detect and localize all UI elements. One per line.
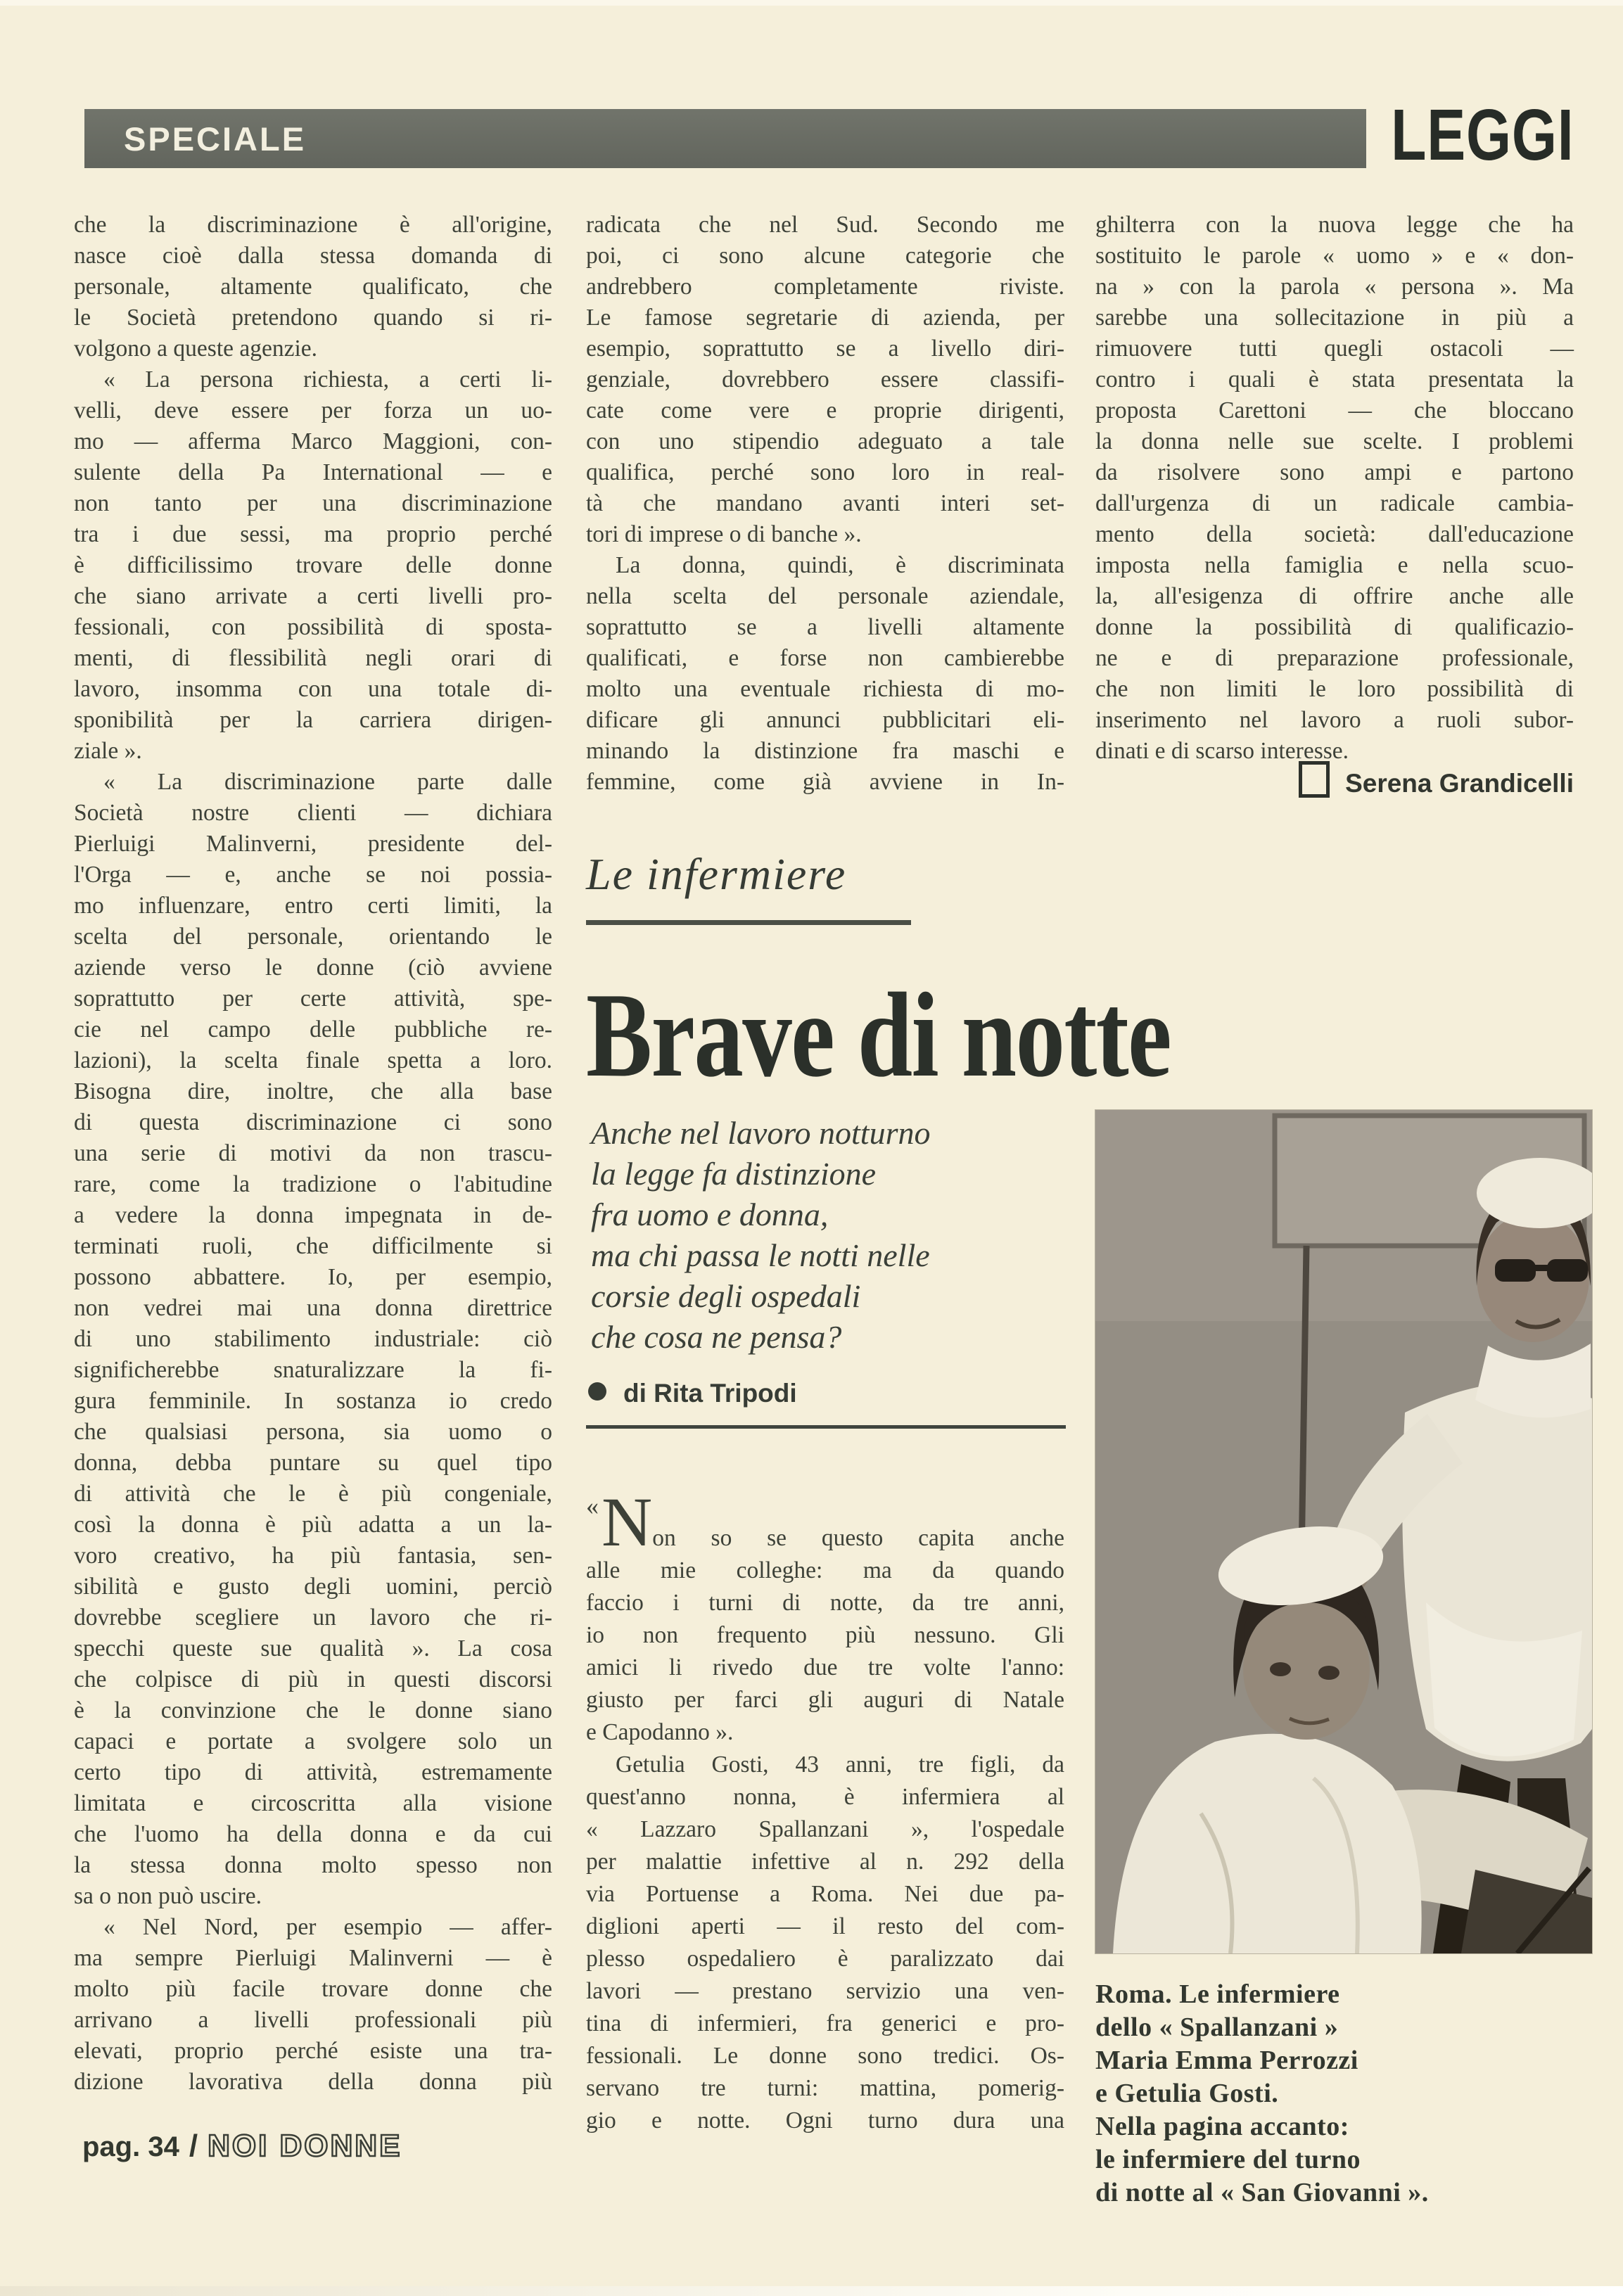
text-line: capaci e portate a svolgere solo un: [74, 1728, 552, 1754]
text-line: cate come vere e proprie dirigenti,: [586, 397, 1064, 423]
text-line: molto più facile trovare donne che: [74, 1976, 552, 2002]
text-line: nasce cioè dalla stessa domanda di: [74, 243, 552, 269]
text-line: limitata e circoscritta alla visione: [74, 1790, 552, 1816]
text-line: a vedere la donna impegnata in de-: [74, 1202, 552, 1228]
text-line: imposta nella famiglia e nella scuo-: [1095, 552, 1574, 578]
text-line: gio e notte. Ogni turno dura una: [586, 2107, 1064, 2134]
text-line: genziale, dovrebbero essere classifi-: [586, 366, 1064, 393]
text-line: voro creativo, ha più fantasia, sen-: [74, 1543, 552, 1569]
byline: [588, 1379, 797, 1408]
text-line: la, all'esigenza di offrire anche alle: [1095, 583, 1574, 609]
text-line: menti, di flessibilità negli orari di: [74, 645, 552, 671]
text-line: nella scelta del personale aziendale,: [586, 583, 1064, 609]
text-line: giusto per farci gli auguri di Natale: [586, 1687, 1064, 1713]
article-body: [586, 1446, 1064, 2137]
text-line: poi, ci sono alcune categorie che: [586, 243, 1064, 269]
text-line: mento della società: dall'educazione: [1095, 521, 1574, 547]
text-line: non tanto per una discriminazione: [74, 490, 552, 516]
text-line: personale, altamente qualificato, che: [74, 274, 552, 300]
text-line: le Società pretendono quando si ri-: [74, 305, 552, 331]
text-line: qualifica, perché sono loro in real-: [586, 459, 1064, 485]
text-line: sulente della Pa International — e: [74, 459, 552, 485]
text-line: sa o non può uscire.: [74, 1883, 262, 1909]
byline-name: di Rita Tripodi: [623, 1379, 797, 1408]
nurses-photo-illustration: [1095, 1110, 1592, 1953]
kicker-rule: [586, 920, 911, 925]
header-bar: [84, 109, 1366, 168]
text-line: la donna nelle sue scelte. I problemi: [1095, 428, 1574, 454]
text-line: Anche nel lavoro notturno: [591, 1115, 931, 1151]
text-line: servano tre turni: mattina, pomerig-: [586, 2075, 1064, 2101]
text-line: ghilterra con la nuova legge che ha: [1095, 212, 1574, 238]
text-line: elevati, proprio perché esiste una tra-: [74, 2038, 552, 2064]
text-line: dinati e di scarso interesse.: [1095, 738, 1349, 764]
text-line: di uno stabilimento industriale: ciò: [74, 1326, 552, 1352]
text-line: corsie degli ospedali: [591, 1278, 861, 1314]
text-line: diglioni aperti — il resto del com-: [586, 1913, 1064, 1939]
text-line: andrebbero completamente riviste.: [586, 274, 1064, 300]
opening-quote: «: [586, 1492, 602, 1520]
section-title: LEGGI: [1390, 94, 1574, 175]
text-line: sponibilità per la carriera dirigen-: [74, 707, 552, 733]
text-line: da risolvere sono ampi e partono: [1095, 459, 1574, 485]
text-line: tori di imprese o di banche ».: [586, 521, 862, 547]
text-line: che cosa ne pensa?: [591, 1319, 842, 1355]
text-line: fessionali. Le donne sono tredici. Os-: [586, 2043, 1064, 2069]
text-line: velli, deve essere per forza un uo-: [74, 397, 552, 423]
text-line: che la discriminazione è all'origine,: [74, 212, 552, 238]
text-line: che colpisce di più in questi discorsi: [74, 1666, 552, 1692]
text-line: arrivano a livelli professionali più: [74, 2007, 552, 2033]
text-line: minando la distinzione fra maschi e: [586, 738, 1064, 764]
text-line: femmine, come già avviene in In-: [586, 769, 1064, 795]
page-top-edge: [0, 0, 1623, 6]
text-line: di notte al « San Giovanni ».: [1095, 2178, 1429, 2207]
text-line: rare, come la tradizione o l'abitudine: [74, 1171, 552, 1197]
text-line: fessionali, con possibilità di sposta-: [74, 614, 552, 640]
text-line: Getulia Gosti, 43 anni, tre figli, da: [616, 1752, 1064, 1778]
text-line: quest'anno nonna, è infermiera al: [586, 1784, 1064, 1810]
text-line: mo — afferma Marco Maggioni, con-: [74, 428, 552, 454]
text-line: soprattutto per certe attività, spe-: [74, 986, 552, 1012]
page-bottom-edge: [0, 2286, 1623, 2296]
text-line: ziale ».: [74, 738, 142, 764]
text-line: mo influenzare, entro certi limiti, la: [74, 893, 552, 919]
body-first-line: [586, 1483, 1064, 1561]
text-line: lavori — prestano servizio una ven-: [586, 1978, 1064, 2004]
article-headline: Brave di notte: [586, 969, 1171, 1102]
text-line: e Capodanno ».: [586, 1719, 734, 1745]
text-line: per malattie infettive al n. 292 della: [586, 1849, 1064, 1875]
signature-square-icon: [1299, 761, 1330, 798]
text-line: Società nostre clienti — dichiara: [74, 800, 552, 826]
text-line: molto una eventuale richiesta di mo-: [586, 676, 1064, 702]
text-line: qualificati, e forse non cambierebbe: [586, 645, 1064, 671]
text-line: la stessa donna molto spesso non: [74, 1852, 552, 1878]
text-line: specchi queste sue qualità ». La cosa: [74, 1635, 552, 1662]
text-line: tra i due sessi, ma proprio perché: [74, 521, 552, 547]
text-line: una serie di motivi da non trascu-: [74, 1140, 552, 1166]
text-line: sarebbe una sollecitazione in più a: [1095, 305, 1574, 331]
text-line: plesso ospedaliero è paralizzato dai: [586, 1946, 1064, 1972]
page-number: pag. 34: [82, 2131, 179, 2162]
text-line: cie nel campo delle pubbliche re-: [74, 1016, 552, 1042]
text-line: « Nel Nord, per esempio — affer-: [103, 1914, 552, 1940]
text-line: « Lazzaro Spallanzani », l'ospedale: [586, 1816, 1064, 1842]
text-line: Nella pagina accanto:: [1095, 2112, 1349, 2141]
text-line: possono abbattere. Io, per esempio,: [74, 1264, 552, 1290]
text-line: sostituito le parole « uomo » e « don-: [1095, 243, 1574, 269]
text-line: che qualsiasi persona, sia uomo o: [74, 1419, 552, 1445]
text-line: ma chi passa le notti nelle: [591, 1237, 930, 1273]
magazine-logo: NOI DONNE: [208, 2129, 402, 2163]
text-line: rimuovere tutti quegli ostacoli —: [1095, 336, 1574, 362]
text-line: proposta Carettoni — che bloccano: [1095, 397, 1574, 423]
text-line: radicata che nel Sud. Secondo me: [586, 212, 1064, 238]
column-1: [74, 210, 552, 2098]
text-line: Pierluigi Malinverni, presidente del-: [74, 831, 552, 857]
text-line: soprattutto se a livelli altamente: [586, 614, 1064, 640]
text-line: na » con la parola « persona ». Ma: [1095, 274, 1574, 300]
column-3: [1095, 210, 1574, 767]
text-line: « La discriminazione parte dalle: [103, 769, 552, 795]
text-line: dovrebbe scegliere un lavoro che ri-: [74, 1605, 552, 1631]
text-line: con uno stipendio adeguato a tale: [586, 428, 1064, 454]
text-line: esempio, soprattutto se a livello diri-: [586, 336, 1064, 362]
byline-bullet-icon: [588, 1382, 606, 1401]
text-line: e Getulia Gosti.: [1095, 2079, 1279, 2108]
text-line: lavoro, insomma con una totale di-: [74, 676, 552, 702]
text-line: dall'urgenza di un radicale cambia-: [1095, 490, 1574, 516]
text-line: via Portuense a Roma. Nei due pa-: [586, 1881, 1064, 1907]
text-line: alle mie colleghe: ma da quando: [586, 1557, 1064, 1583]
text-line: faccio i turni di notte, da tre anni,: [586, 1590, 1064, 1616]
text-line: dificare gli annunci pubblicitari eli-: [586, 707, 1064, 733]
text-line: La donna, quindi, è discriminata: [616, 552, 1064, 578]
text-line: « La persona richiesta, a certi li-: [103, 366, 552, 393]
text-line: che siano arrivate a certi livelli pro-: [74, 583, 552, 609]
text-line: lazioni), la scelta finale spetta a loro.: [74, 1047, 552, 1073]
signature-name: Serena Grandicelli: [1345, 769, 1574, 798]
text-line: tà che mandano avanti interi set-: [586, 490, 1064, 516]
body-lines: [586, 1555, 1064, 2137]
raised-cap: N: [602, 1483, 653, 1561]
standfirst: [591, 1113, 1055, 1358]
text-line: scelta del personale, orientando le: [74, 924, 552, 950]
page-footer: [82, 2129, 402, 2164]
article-kicker: Le infermiere: [586, 849, 847, 899]
text-line: che non limiti le loro possibilità di: [1095, 676, 1574, 702]
first-line-text: on so se questo capita anche: [652, 1525, 1064, 1551]
text-line: ne e di preparazione professionale,: [1095, 645, 1574, 671]
text-line: ma sempre Pierluigi Malinverni — è: [74, 1945, 552, 1971]
text-line: tina di infermieri, fra generici e pro-: [586, 2010, 1064, 2036]
text-line: inserimento nel lavoro a ruoli subor-: [1095, 707, 1574, 733]
byline-rule: [586, 1425, 1066, 1429]
text-line: significherebbe snaturalizzare la fi-: [74, 1357, 552, 1383]
text-line: io non frequento più nessuno. Gli: [586, 1622, 1064, 1648]
text-line: Roma. Le infermiere: [1095, 1979, 1340, 2009]
text-line: è difficilissimo trovare delle donne: [74, 552, 552, 578]
photo-caption: [1095, 1978, 1574, 2209]
text-line: di attività che le è più congeniale,: [74, 1481, 552, 1507]
text-line: dello « Spallanzani »: [1095, 2013, 1339, 2042]
text-line: aziende verso le donne (ciò avviene: [74, 955, 552, 981]
text-line: l'Orga — e, anche se noi possia-: [74, 862, 552, 888]
text-line: Bisogna dire, inoltre, che alla base: [74, 1078, 552, 1104]
article-photo: [1095, 1110, 1592, 1953]
text-line: sibilità e gusto degli uomini, perciò: [74, 1574, 552, 1600]
text-line: che l'uomo ha della donna e da cui: [74, 1821, 552, 1847]
text-line: Le famose segretarie di azienda, per: [586, 305, 1064, 331]
text-line: Maria Emma Perrozzi: [1095, 2046, 1358, 2075]
text-line: la legge fa distinzione: [591, 1156, 877, 1192]
text-line: di questa discriminazione ci sono: [74, 1109, 552, 1135]
text-line: amici li rivedo due tre volte l'anno:: [586, 1654, 1064, 1680]
text-line: così la donna è più adatta a un la-: [74, 1512, 552, 1538]
text-line: contro i quali è stata presentata la: [1095, 366, 1574, 393]
text-line: terminati ruoli, che difficilmente si: [74, 1233, 552, 1259]
text-line: non vedrei mai una donna direttrice: [74, 1295, 552, 1321]
text-line: fra uomo e donna,: [591, 1197, 829, 1232]
text-line: certo tipo di attività, estremamente: [74, 1759, 552, 1785]
text-line: gura femminile. In sostanza io credo: [74, 1388, 552, 1414]
footer-separator: /: [189, 2129, 198, 2163]
text-line: le infermiere del turno: [1095, 2145, 1361, 2174]
column-2: [586, 210, 1064, 798]
text-line: dizione lavorativa della donna più: [74, 2069, 552, 2095]
text-line: donne la possibilità di qualificazio-: [1095, 614, 1574, 640]
text-line: volgono a queste agenzie.: [74, 336, 318, 362]
text-line: è la convinzione che le donne siano: [74, 1697, 552, 1723]
author-signature: [1095, 761, 1574, 798]
text-line: donna, debba puntare su quel tipo: [74, 1450, 552, 1476]
section-kicker: SPECIALE: [124, 120, 307, 158]
